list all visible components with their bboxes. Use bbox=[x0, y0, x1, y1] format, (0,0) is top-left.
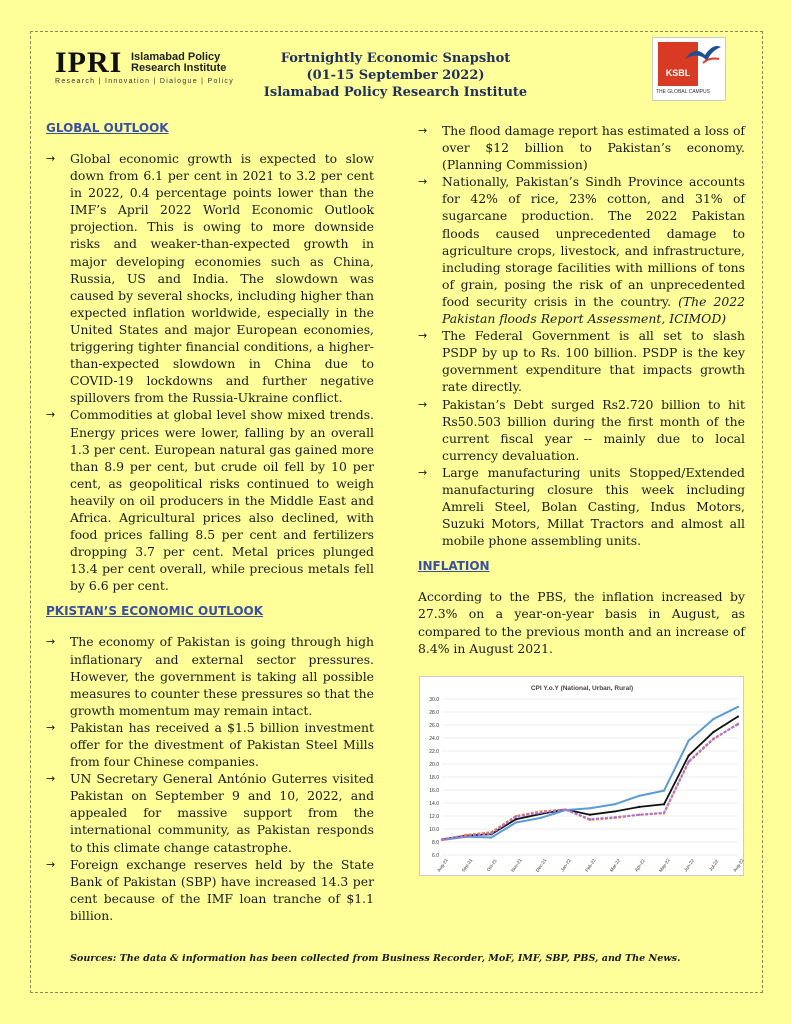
arrow-icon: → bbox=[46, 408, 56, 422]
list-item bbox=[418, 122, 745, 173]
y-tick-label: 24.0 bbox=[429, 736, 439, 742]
list-item-text: Global economic growth is expected to slow down from 6.1 per cent in 2021 to 3.2 per cent in 2022, 0.4 percentage points lower than the IMF’s April 2022 World Economic Outlook projection. This is owing to more downside risks and weaker-than-expected growth in major developing economies such as China, Russia, US and India. The slowdown was caused by several shocks, including higher than expected inflation worldwide, especially in the United States and major European economies, triggering tighter financial conditions, a higher-than-expected slowdown in China due to COVID-19 lockdowns and further negative spillovers from the Russia-Ukraine conflict. bbox=[70, 151, 374, 406]
arrow-icon: → bbox=[418, 397, 428, 411]
x-tick-label: Mar-22 bbox=[608, 857, 622, 873]
cpi-chart bbox=[419, 676, 744, 876]
pakistan-outlook-heading: PKISTAN’S ECONOMIC OUTLOOK bbox=[46, 604, 264, 619]
list-item bbox=[418, 173, 745, 327]
inflation-heading: INFLATION bbox=[418, 559, 490, 574]
right-column bbox=[418, 122, 745, 657]
list-item bbox=[46, 719, 374, 770]
data-point bbox=[614, 810, 616, 812]
arrow-icon: → bbox=[46, 635, 56, 649]
data-point bbox=[737, 706, 739, 708]
title-line2: (01-15 September 2022) bbox=[306, 68, 485, 83]
list-item bbox=[418, 396, 745, 464]
list-item-text: Pakistan’s Debt surged Rs2.720 billion to hit Rs50.503 billion during the first month of the current fiscal year -- mainly due to local currency devaluation. bbox=[442, 396, 745, 463]
y-tick-label: 28.0 bbox=[429, 710, 439, 716]
x-tick-label: Jan-22 bbox=[559, 858, 572, 873]
y-tick-label: 14.0 bbox=[429, 801, 439, 807]
data-point bbox=[564, 808, 566, 810]
data-point bbox=[589, 814, 591, 816]
y-tick-label: 12.0 bbox=[429, 814, 439, 820]
list-item-text: Foreign exchange reserves held by the State Bank of Pakistan (SBP) have increased 14.3 per cent because of the IMF loan tranche of $1.1 billion. bbox=[70, 856, 374, 923]
y-tick-label: 30.0 bbox=[429, 697, 439, 703]
title-line1: Fortnightly Economic Snapshot bbox=[280, 51, 511, 66]
list-item-text: The economy of Pakistan is going through high inflationary and external sector pressures. However, the government is taking all possible measures to counter these pressures so that the growth momentum may remain intact. bbox=[70, 634, 374, 718]
arrow-icon: → bbox=[418, 175, 428, 189]
data-point bbox=[490, 832, 492, 834]
x-tick-label: Dec-21 bbox=[534, 857, 548, 873]
flood-citation: (The 2022 Pakistan floods Report Assessment, ICIMOD) bbox=[442, 293, 745, 327]
x-tick-label: Sep-21 bbox=[460, 857, 474, 873]
global-outlook-list bbox=[46, 150, 374, 594]
data-point bbox=[688, 760, 690, 762]
ksbl-label: KSBL bbox=[658, 42, 698, 86]
y-tick-label: 26.0 bbox=[429, 723, 439, 729]
left-column bbox=[46, 120, 374, 924]
sources-note: Sources: The data & information has been collected from Business Recorder, MoF, IMF, SBP, PBS, and The News. bbox=[70, 953, 681, 964]
ksbl-subtitle: THE GLOBAL CAMPUS bbox=[656, 89, 710, 95]
logo-mark: IPRI bbox=[55, 46, 123, 79]
list-item-text: Commodities at global level show mixed trends. Energy prices were lower, falling by an overall 1.3 per cent. European natural gas gained more than 8.9 per cent, but crude oil fell by 10 per cent, as geopolitical risks continued to weigh heavily on oil producers in the Middle East and Africa. Agricultural prices also declined, with food prices falling 8.5 per cent and fertilizers dropping 3.7 per cent. Metal prices plunged 13.4 per cent overall, while precious metals fell by 6.6 per cent. bbox=[70, 407, 374, 594]
data-point bbox=[638, 814, 640, 816]
list-item bbox=[46, 150, 374, 406]
list-item-text: The flood damage report has estimated a loss of over $12 billion to Pakistan’s economy. (Planning Commission) bbox=[442, 123, 745, 173]
logo-name-line2: Research Institute bbox=[131, 62, 227, 74]
y-tick-label: 22.0 bbox=[429, 749, 439, 755]
arrow-icon: → bbox=[46, 857, 56, 871]
arrow-icon: → bbox=[418, 124, 428, 137]
data-point bbox=[638, 795, 640, 797]
y-tick-label: 16.0 bbox=[429, 788, 439, 794]
data-point bbox=[490, 836, 492, 838]
logo-name-line1: Islamabad Policy bbox=[131, 51, 221, 63]
data-point bbox=[589, 818, 591, 820]
data-point bbox=[712, 718, 714, 720]
x-tick-label: Apr-22 bbox=[633, 858, 646, 873]
list-item-text: Large manufacturing units Stopped/Extended manufacturing closure this week including Amreli Steel, Bolan Casting, Indus Motors, Suzuki Motors, Millat Tractors and almost all mobile phone assembling units. bbox=[442, 464, 745, 549]
data-point bbox=[540, 817, 542, 819]
data-point bbox=[614, 803, 616, 805]
x-tick-label: Jun-22 bbox=[682, 858, 696, 873]
data-point bbox=[688, 740, 690, 742]
data-point bbox=[466, 835, 468, 837]
arrow-icon: → bbox=[46, 152, 56, 165]
list-item-text: Nationally, Pakistan’s Sindh Province accounts for 42% of rice, 23% cotton, and 31% of sugarcane production. The 2022 Pakistan floods caused unprecedented damage to agriculture crops, livestock, and infrastructure, including storage facilities with millions of tons of grain, posing the risk of an unprecedented food security crisis in the country. bbox=[442, 174, 745, 309]
y-tick-label: 18.0 bbox=[429, 775, 439, 781]
ksbl-logo bbox=[652, 37, 726, 101]
y-tick-label: 10.0 bbox=[429, 827, 439, 833]
list-item bbox=[46, 633, 374, 718]
pakistan-outlook-list bbox=[46, 633, 374, 924]
pakistan-news-list bbox=[418, 122, 745, 549]
logo-name bbox=[131, 52, 226, 74]
data-point bbox=[515, 821, 517, 823]
x-tick-label: Jul-22 bbox=[708, 858, 720, 872]
logo-tagline: Research | Innovation | Dialogue | Policy bbox=[55, 78, 234, 85]
list-item bbox=[418, 327, 745, 395]
global-outlook-heading: GLOBAL OUTLOOK bbox=[46, 121, 169, 135]
data-point bbox=[515, 816, 517, 818]
x-tick-label: Aug-22 bbox=[732, 857, 745, 873]
data-point bbox=[663, 812, 665, 814]
bird-logo-icon bbox=[683, 41, 723, 77]
x-tick-label: Feb-22 bbox=[584, 857, 597, 873]
data-point bbox=[737, 723, 739, 725]
y-tick-label: 8.0 bbox=[432, 840, 439, 846]
data-point bbox=[712, 738, 714, 740]
inflation-text: According to the PBS, the inflation increased by 27.3% on a year-on-year basis in August, as compared to the previous month and an increase of 8.4% in August 2021. bbox=[418, 589, 745, 656]
data-point bbox=[540, 812, 542, 814]
data-point bbox=[663, 790, 665, 792]
list-item-text: Pakistan has received a $1.5 billion investment offer for the divestment of Pakistan Steel Mills from four Chinese companies. bbox=[70, 719, 374, 770]
data-point bbox=[589, 807, 591, 809]
list-item bbox=[46, 770, 374, 855]
data-point bbox=[614, 816, 616, 818]
list-item bbox=[46, 856, 374, 924]
data-point bbox=[441, 838, 443, 840]
data-point bbox=[638, 806, 640, 808]
list-item bbox=[46, 406, 374, 594]
data-point bbox=[737, 715, 739, 717]
data-point bbox=[663, 803, 665, 805]
x-tick-label: Oct-21 bbox=[485, 858, 498, 873]
series-line bbox=[442, 724, 738, 839]
list-item bbox=[418, 464, 745, 549]
list-item-text: The Federal Government is all set to slash PSDP by up to Rs. 100 billion. PSDP is the key government expenditure that impacts growth rate directly. bbox=[442, 328, 745, 395]
data-point bbox=[515, 818, 517, 820]
list-item-text: UN Secretary General António Guterres visited Pakistan on September 9 and 10, 2022, and appealed for massive support from the international community, as Pakistan responds to this climate change catastrophe. bbox=[70, 771, 374, 855]
y-tick-label: 20.0 bbox=[429, 762, 439, 768]
arrow-icon: → bbox=[418, 329, 428, 343]
data-point bbox=[688, 754, 690, 756]
arrow-icon: → bbox=[46, 720, 56, 734]
chart-title: CPI Y.o.Y (National, Urban, Rural) bbox=[530, 685, 634, 692]
page-title bbox=[258, 50, 533, 101]
data-point bbox=[712, 731, 714, 733]
arrow-icon: → bbox=[418, 465, 428, 479]
y-tick-label: 6.0 bbox=[432, 853, 439, 859]
x-tick-label: Aug-21 bbox=[436, 857, 449, 873]
ipri-logo bbox=[55, 48, 255, 88]
series-line bbox=[442, 724, 738, 840]
arrow-icon: → bbox=[46, 772, 56, 786]
x-tick-label: Nov-21 bbox=[510, 857, 523, 873]
x-tick-label: May-22 bbox=[657, 857, 671, 873]
title-line3: Islamabad Policy Research Institute bbox=[263, 85, 528, 100]
cpi-chart-svg bbox=[420, 677, 745, 877]
